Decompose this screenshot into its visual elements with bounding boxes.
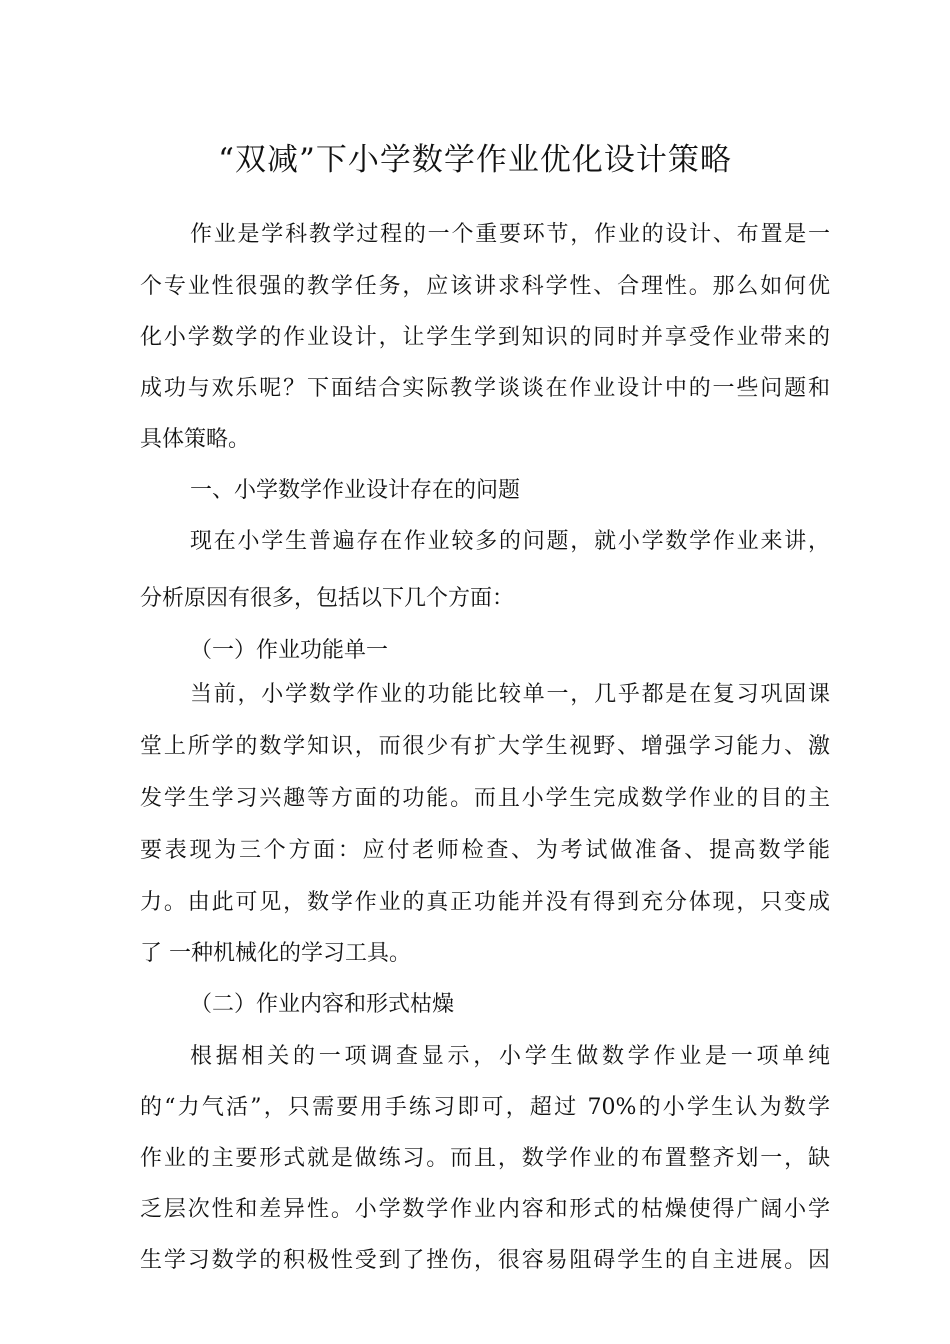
paragraph-line: 力。由此可见，数学作业的真正功能并没有得到充分体现，只变成 [140,890,830,915]
paragraph-line: 发学生学习兴趣等方面的功能。而且小学生完成数学作业的目的主 [140,786,830,811]
document-title: “双减”下小学数学作业优化设计策略 [218,142,732,178]
paragraph-line: 作业是学科教学过程的一个重要环节，作业的设计、布置是一 [190,222,830,247]
subsection-heading: （一）作业功能单一 [190,638,389,663]
paragraph-line: 成功与欢乐呢？下面结合实际教学谈谈在作业设计中的一些问题和 [140,376,830,401]
paragraph-line: 分析原因有很多，包括以下几个方面： [140,586,515,611]
paragraph-line: 堂上所学的数学知识，而很少有扩大学生视野、增强学习能力、激 [140,734,830,759]
paragraph-line: 要表现为三个方面：应付老师检查、为考试做准备、提高数学能 [140,838,830,863]
paragraph-line: 当前，小学数学作业的功能比较单一，几乎都是在复习巩固课 [190,682,830,707]
paragraph-line: 乏层次性和差异性。小学数学作业内容和形式的枯燥使得广阔小学 [140,1197,830,1222]
paragraph-line: 具体策略。 [140,427,251,452]
paragraph-line: 现在小学生普遍存在作业较多的问题，就小学数学作业来讲， [190,529,830,554]
paragraph-line: 化小学数学的作业设计，让学生学到知识的同时并享受作业带来的 [140,325,830,350]
section-heading: 一、小学数学作业设计存在的问题 [190,478,521,503]
subsection-heading: （二）作业内容和形式枯燥 [190,992,455,1017]
paragraph-line: 的“力气活”，只需要用手练习即可，超过 70%的小学生认为数学 [140,1095,830,1120]
paragraph-line: 个专业性很强的教学任务，应该讲求科学性、合理性。那么如何优 [140,274,830,299]
paragraph-line: 作业的主要形式就是做练习。而且，数学作业的布置整齐划一，缺 [140,1146,830,1171]
paragraph-line: 根据相关的一项调查显示，小学生做数学作业是一项单纯 [190,1044,830,1069]
paragraph-line: 了 一种机械化的学习工具。 [140,941,411,966]
paragraph-line: 生学习数学的积极性受到了挫伤，很容易阻碍学生的自主进展。因 [140,1248,830,1273]
